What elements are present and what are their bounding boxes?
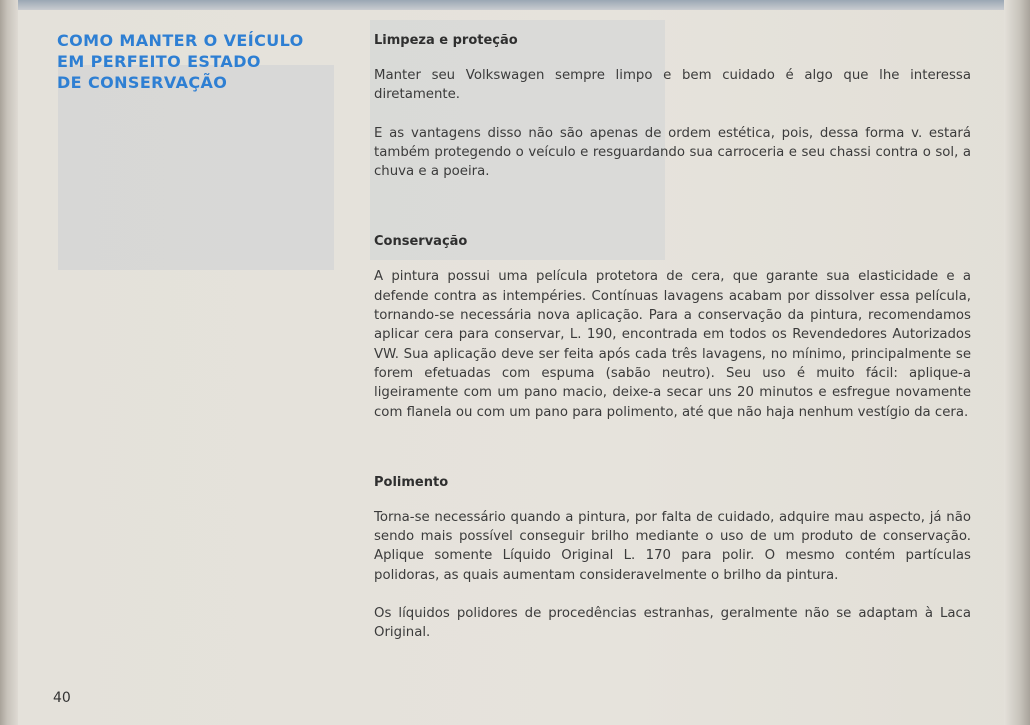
section-conservacao bbox=[374, 232, 971, 421]
paragraph-limpeza-1: Manter seu Volkswagen sempre limpo e bem cuidado é algo que lhe interessa diretamente. bbox=[374, 68, 971, 103]
section-limpeza bbox=[374, 31, 971, 181]
paragraph-polimento-1: Torna-se necessário quando a pintura, por falta de cuidado, adquire mau aspecto, já não sendo mais possível conseguir brilho mediante o uso de um produto de conservação. Aplique somente Líquido Original L. 170 para polir. O mesmo contém partículas polidoras, as quais aumentam consideravelmente o brilho da pintura. bbox=[374, 509, 971, 583]
section-title-conservacao: Conservação bbox=[374, 234, 468, 250]
heading-line-1: COMO MANTER O VEÍCULO bbox=[57, 31, 304, 50]
bleed-through-shadow-left bbox=[58, 65, 334, 270]
heading-line-3: DE CONSERVAÇÃO bbox=[57, 73, 228, 92]
page-top-edge bbox=[0, 0, 1030, 10]
page-heading bbox=[57, 30, 357, 93]
paragraph-limpeza-2: E as vantagens disso não são apenas de ordem estética, pois, dessa forma v. estará também protegendo o veículo e resguardando sua carroceria e seu chassi contra o sol, a chuva e a poeira. bbox=[374, 125, 971, 180]
section-polimento bbox=[374, 473, 971, 643]
page-right-edge bbox=[1004, 0, 1030, 725]
paragraph-polimento-2: Os líquidos polidores de procedências estranhas, geralmente não se adaptam à Laca Original. bbox=[374, 606, 971, 641]
section-title-limpeza: Limpeza e proteção bbox=[374, 33, 518, 48]
page-number: 40 bbox=[53, 690, 71, 706]
paragraph-conservacao-1: A pintura possui uma película protetora de cera, que garante sua elasticidade e a defende contra as intempéries. Contínuas lavagens acabam por dissolver essa película, tornando-se necessária nova aplicação. Para a conservação da pintura, recomendamos aplicar cera para conservar, L. 190, encontrada em todos os Revendedores Autorizados VW. Sua aplicação deve ser feita após cada três lavagens, no mínimo, principalmente se forem efetuadas com espuma (sabão neutro). Seu uso é muito fácil: aplique-a ligeiramente com um pano macio, deixe-a secar uns 20 minutos e esfregue novamente com flanela ou com um pano para polimento, até que não haja nenhum vestígio da cera. bbox=[374, 269, 971, 420]
heading-line-2: EM PERFEITO ESTADO bbox=[57, 52, 261, 71]
section-title-polimento: Polimento bbox=[374, 474, 449, 490]
page-binding bbox=[0, 0, 18, 725]
main-content bbox=[374, 31, 971, 643]
